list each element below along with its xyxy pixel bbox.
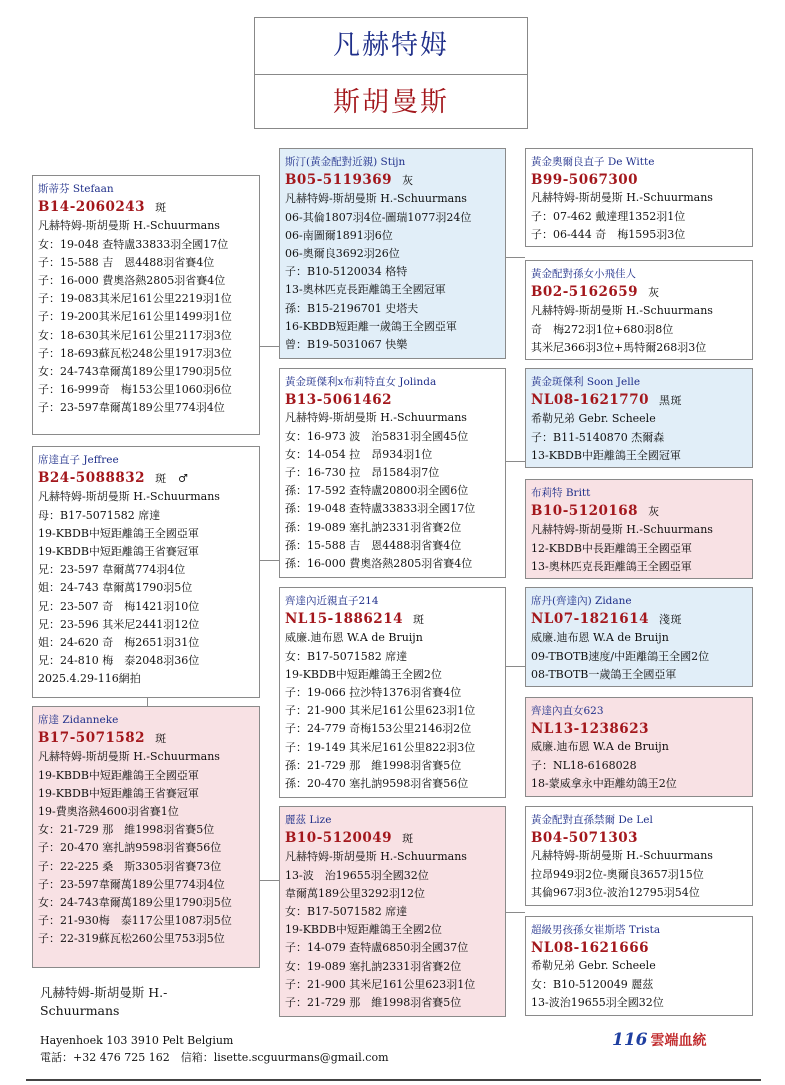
ring-number: B24-5088832 xyxy=(38,470,146,487)
pedigree-line: 孫：19-089 塞扎訥2331羽省賽2位 xyxy=(285,520,462,534)
pedigree-line: 子：23-597韋爾萬189公里774羽4位 xyxy=(38,401,225,415)
ring-number-row xyxy=(531,939,747,957)
ring-number: NL08-1621666 xyxy=(531,940,649,957)
pedigree-line: 兄：23-507 奇 梅1421羽10位 xyxy=(38,599,200,613)
pedigree-line: 19-KBDB中短距離鴿王省賽冠軍 xyxy=(38,786,199,800)
pedigree-line: 08-TBOTB一歲鴿王全國亞軍 xyxy=(531,667,677,681)
connector xyxy=(505,666,525,667)
plumage-color: 灰 xyxy=(648,505,660,519)
bottom-divider xyxy=(26,1079,761,1081)
title-line-2: 斯胡曼斯 xyxy=(333,87,449,118)
pedigree-line: 孫：B15-2196701 史塔夫 xyxy=(285,301,419,315)
ring-number-row xyxy=(531,502,747,521)
ring-number: NL15-1886214 xyxy=(285,611,403,628)
pedigree-card-sibling-sire-sire xyxy=(525,587,753,687)
pedigree-line: 孫：19-048 查特盧33833羽全國17位 xyxy=(285,502,476,516)
pedigree-line: 姐：24-620 奇 梅2651羽31位 xyxy=(38,636,200,650)
pedigree-line: 孫：16-000 費奧洛熱2805羽省賽4位 xyxy=(285,557,473,571)
pedigree-line: 13-KBDB中距離鴿王全國冠軍 xyxy=(531,448,681,462)
pedigree-line: 其米尼366羽3位+馬特爾268羽3位 xyxy=(531,340,707,354)
pedigree-line: 子：18-693蘇瓦松248公里1917羽3位 xyxy=(38,346,232,360)
pedigree-line: 子：15-588 吉 恩4488羽省賽4位 xyxy=(38,255,215,269)
pedigree-line: 09-TBOTB速度/中距離鴿王全國2位 xyxy=(531,649,710,663)
pedigree-line: 19-KBDB中短距離鴿王省賽冠軍 xyxy=(38,545,199,559)
pedigree-card-sire xyxy=(279,148,506,359)
pedigree-line: 子：14-079 查特盧6850羽全國37位 xyxy=(285,941,469,955)
pedigree-line: 子：23-597韋爾萬189公里774羽4位 xyxy=(38,877,225,891)
pedigree-line: 13-奧林匹克長距離鴿王全國亞軍 xyxy=(531,559,692,573)
pedigree-line: 曾：B19-5031067 快樂 xyxy=(285,338,408,352)
ring-number: NL08-1621770 xyxy=(531,392,649,409)
pedigree-line: 韋爾萬189公里3292羽12位 xyxy=(285,886,425,900)
pedigree-line: 兄：23-597 韋爾萬774羽4位 xyxy=(38,563,186,577)
title-line-1: 凡赫特姆 xyxy=(255,18,527,75)
pedigree-line: 拉昂949羽2位-奧爾良3657羽15位 xyxy=(531,867,704,881)
pigeon-name: 黃金配對直孫禁爾 De Lel xyxy=(531,814,653,826)
ring-number: NL07-1821614 xyxy=(531,611,649,628)
pedigree-line: 凡赫特姆-斯胡曼斯 H.-Schuurmans xyxy=(531,191,713,205)
plumage-color: 斑 xyxy=(402,832,414,846)
pedigree-line: 子：19-066 拉沙特1376羽省賽4位 xyxy=(285,686,462,700)
connector xyxy=(505,257,525,258)
pedigree-card-sire-dam xyxy=(525,260,753,360)
pedigree-line: 女：24-743韋爾萬189公里1790羽5位 xyxy=(38,896,232,910)
plumage-color: 淺斑 xyxy=(658,613,682,627)
owner-name xyxy=(40,984,240,1020)
pigeon-name: 黃金斑傑利x布莉特直女 Jolinda xyxy=(285,376,437,388)
pedigree-line: 凡赫特姆-斯胡曼斯 H.-Schuurmans xyxy=(285,192,467,206)
pedigree-line: 子：06-444 奇 梅1595羽3位 xyxy=(531,227,686,241)
pedigree-card-sibling-dam xyxy=(279,806,506,1017)
ring-number-row xyxy=(531,610,747,629)
pedigree-line: 06-南圖爾1891羽6位 xyxy=(285,228,393,242)
pedigree-line: 凡赫特姆-斯胡曼斯 H.-Schuurmans xyxy=(285,411,467,425)
connector xyxy=(147,697,148,706)
pedigree-card-dam-dam xyxy=(525,479,753,579)
ring-number: B05-5119369 xyxy=(285,172,393,189)
pigeon-name: 斯汀(黃金配對近親) Stijn xyxy=(285,156,406,168)
pedigree-line: 兄：24-810 梅 泰2048羽36位 xyxy=(38,654,200,668)
pedigree-line: 2025.4.29-116網拍 xyxy=(38,672,141,686)
ring-number: B02-5162659 xyxy=(531,284,639,301)
pigeon-name: 席丹(齊達內) Zidane xyxy=(531,595,632,607)
plumage-color: 斑 xyxy=(155,732,167,746)
connector xyxy=(259,346,280,347)
ring-number-row xyxy=(285,171,500,190)
pedigree-line: 凡赫特姆-斯胡曼斯 H.-Schuurmans xyxy=(38,490,220,504)
pedigree-line: 凡赫特姆-斯胡曼斯 H.-Schuurmans xyxy=(531,523,713,537)
pedigree-card-sire-sire xyxy=(525,148,753,247)
plumage-color: 斑 ♂ xyxy=(155,472,189,486)
pedigree-line: 子：16-000 費奧洛熱2805羽省賽4位 xyxy=(38,274,226,288)
pigeon-name: 席達 Zidanneke xyxy=(38,714,119,726)
pedigree-line: 18-蒙威拿永中距離幼鴿王2位 xyxy=(531,776,677,790)
pedigree-line: 06-奧爾良3692羽26位 xyxy=(285,247,400,261)
pedigree-line: 子：NL18-6168028 xyxy=(531,758,637,772)
pedigree-line: 13-波治19655羽全國32位 xyxy=(531,995,664,1009)
ring-number-row xyxy=(285,610,500,629)
owner-name-line-1: 凡赫特姆-斯胡曼斯 H.- xyxy=(40,985,168,1000)
logo-number: 116 xyxy=(612,1030,648,1050)
pedigree-line: 女：24-743韋爾萬189公里1790羽5位 xyxy=(38,365,232,379)
pedigree-line: 女：B17-5071582 席達 xyxy=(285,905,408,919)
pedigree-line: 子：21-900 其米尼161公里623羽1位 xyxy=(285,977,476,991)
pedigree-line: 希勒兄弟 Gebr. Scheele xyxy=(531,412,656,426)
plumage-color: 斑 xyxy=(412,613,425,627)
logo-text: 雲端血統 xyxy=(650,1033,707,1049)
pedigree-line: 女：B10-5120049 麗茲 xyxy=(531,977,654,991)
pedigree-line: 希勒兄弟 Gebr. Scheele xyxy=(531,959,656,973)
ring-number: B99-5067300 xyxy=(531,172,639,189)
pedigree-line: 子：16-730 拉 昂1584羽7位 xyxy=(285,466,440,480)
pedigree-card-subject xyxy=(32,175,260,435)
ring-number: B17-5071582 xyxy=(38,730,146,747)
pedigree-line: 姐：24-743 韋爾萬1790羽5位 xyxy=(38,581,193,595)
ring-number-row xyxy=(38,729,254,748)
pedigree-line: 子：21-729 那 維1998羽省賽5位 xyxy=(285,996,462,1010)
pedigree-line: 兄：23-596 其米尼2441羽12位 xyxy=(38,617,200,631)
pedigree-line: 12-KBDB中長距離鴿王全國亞軍 xyxy=(531,541,692,555)
pedigree-line: 其倫967羽3位-波治12795羽54位 xyxy=(531,885,700,899)
pigeon-name: 齊達內直女623 xyxy=(531,705,604,717)
pedigree-line: 女：14-054 拉 昂934羽1位 xyxy=(285,447,433,461)
pedigree-card-sibling-sire-dam xyxy=(525,697,753,797)
pedigree-card-sibling-dam-dam xyxy=(525,916,753,1016)
connector xyxy=(259,880,280,881)
pedigree-line: 子：16-999奇 梅153公里1060羽6位 xyxy=(38,383,232,397)
plumage-color: 灰 xyxy=(402,174,414,188)
ring-number: B10-5120049 xyxy=(285,830,393,847)
pedigree-line: 凡赫特姆-斯胡曼斯 H.-Schuurmans xyxy=(531,849,713,863)
ring-number-row xyxy=(531,829,747,847)
pedigree-line: 威廉.迪布恩 W.A de Bruijn xyxy=(531,740,669,754)
pedigree-line: 19-KBDB中短距離鴿王全國亞軍 xyxy=(38,768,199,782)
pedigree-line: 子：19-200其米尼161公里1499羽1位 xyxy=(38,310,232,324)
pedigree-line: 子：21-930梅 泰117公里1087羽5位 xyxy=(38,914,232,928)
pedigree-line: 子：19-149 其米尼161公里822羽3位 xyxy=(285,740,476,754)
pedigree-card-sibling-dam-sire xyxy=(525,806,753,906)
pedigree-line: 威廉.迪布恩 W.A de Bruijn xyxy=(285,631,423,645)
pedigree-line: 女：18-630其米尼161公里2117羽3位 xyxy=(38,328,232,342)
pedigree-line: 19-KBDB中短距離鴿王全國2位 xyxy=(285,923,442,937)
pedigree-line: 女：19-048 查特盧33833羽全國17位 xyxy=(38,237,229,251)
pedigree-line: 子：B11-5140870 杰爾森 xyxy=(531,430,665,444)
pedigree-line: 子：19-083其米尼161公里2219羽1位 xyxy=(38,292,232,306)
brand-logo xyxy=(612,1030,707,1050)
pedigree-line: 女：B17-5071582 席達 xyxy=(285,649,408,663)
ring-number: B14-2060243 xyxy=(38,199,146,216)
pigeon-name: 布莉特 Britt xyxy=(531,487,591,499)
pedigree-line: 19-費奧洛熱4600羽省賽1位 xyxy=(38,805,179,819)
pedigree-line: 19-KBDB中短距離鴿王全國2位 xyxy=(285,667,442,681)
ring-number: B04-5071303 xyxy=(531,830,639,847)
pedigree-line: 19-KBDB中短距離鴿王全國亞軍 xyxy=(38,526,199,540)
pedigree-line: 13-奧林匹克長距離鴿王全國冠軍 xyxy=(285,283,446,297)
plumage-color: 斑 xyxy=(155,201,167,215)
pedigree-line: 孫：21-729 那 維1998羽省賽5位 xyxy=(285,758,462,772)
pigeon-name: 齊達內近親直子214 xyxy=(285,595,379,607)
ring-number-row xyxy=(531,720,747,738)
pedigree-line: 13-波 治19655羽全國32位 xyxy=(285,868,429,882)
pedigree-card-sibling-sire xyxy=(279,587,506,798)
pedigree-card-sibling-zidanneke xyxy=(32,706,260,968)
pedigree-line: 孫：17-592 查特盧20800羽全國6位 xyxy=(285,484,469,498)
ring-number-row xyxy=(285,391,500,409)
pedigree-card-sibling-jeffree xyxy=(32,446,260,698)
pedigree-card-dam-sire xyxy=(525,368,753,468)
connector xyxy=(505,912,525,913)
pigeon-name: 斯蒂芬 Stefaan xyxy=(38,183,114,195)
address: Hayenhoek 103 3910 Pelt Belgium xyxy=(40,1034,234,1047)
pedigree-line: 凡赫特姆-斯胡曼斯 H.-Schuurmans xyxy=(285,850,467,864)
pedigree-line: 子：22-225 桑 斯3305羽省賽73位 xyxy=(38,859,222,873)
pedigree-line: 女：16-973 波 治5831羽全國45位 xyxy=(285,429,469,443)
ring-number: NL13-1238623 xyxy=(531,721,649,738)
connector xyxy=(259,560,280,561)
plumage-color: 黑斑 xyxy=(658,394,682,408)
pigeon-name: 麗茲 Lize xyxy=(285,814,332,826)
pedigree-line: 孫：15-588 吉 恩4488羽省賽4位 xyxy=(285,538,462,552)
ring-number-row xyxy=(38,198,254,217)
pedigree-line: 女：19-089 塞扎訥2331羽省賽2位 xyxy=(285,959,462,973)
ring-number-row xyxy=(531,283,747,302)
pigeon-name: 席達直子 Jeffree xyxy=(38,454,119,466)
pedigree-line: 威廉.迪布恩 W.A de Bruijn xyxy=(531,631,669,645)
ring-number: B13-5061462 xyxy=(285,392,393,409)
pedigree-line: 子：24-779 奇梅153公里2146羽2位 xyxy=(285,722,472,736)
connector xyxy=(505,461,525,462)
pedigree-line: 06-其倫1807羽4位-圖瑞1077羽24位 xyxy=(285,210,472,224)
pigeon-name: 黃金配對孫女小飛佳人 xyxy=(531,268,636,280)
pedigree-line: 母：B17-5071582 席達 xyxy=(38,508,161,522)
contact-info: 電話：+32 476 725 162 信箱：lisette.scguurmans@gmail.com xyxy=(40,1051,389,1064)
pigeon-name: 黃金奧爾良直子 De Witte xyxy=(531,156,655,168)
pedigree-line: 子：07-462 戴達理1352羽1位 xyxy=(531,209,686,223)
contact-block xyxy=(40,1032,389,1066)
pedigree-line: 凡赫特姆-斯胡曼斯 H.-Schuurmans xyxy=(38,219,220,233)
pedigree-line: 凡赫特姆-斯胡曼斯 H.-Schuurmans xyxy=(531,304,713,318)
pedigree-line: 子：22-319蘇瓦松260公里753羽5位 xyxy=(38,932,225,946)
pedigree-line: 孫：20-470 塞扎訥9598羽省賽56位 xyxy=(285,777,469,791)
pigeon-name: 黃金斑傑利 Soon Jelle xyxy=(531,376,641,388)
pedigree-line: 子：20-470 塞扎訥9598羽省賽56位 xyxy=(38,841,222,855)
ring-number: B10-5120168 xyxy=(531,503,639,520)
ring-number-row xyxy=(531,171,747,189)
pedigree-line: 奇 梅272羽1位+680羽8位 xyxy=(531,322,674,336)
ring-number-row xyxy=(531,391,747,410)
pedigree-line: 子：21-900 其米尼161公里623羽1位 xyxy=(285,704,476,718)
plumage-color: 灰 xyxy=(648,286,660,300)
title-box xyxy=(254,17,528,129)
ring-number-row xyxy=(38,469,254,488)
pigeon-name: 超級男孩孫女崔斯塔 Trista xyxy=(531,924,661,936)
pedigree-line: 凡赫特姆-斯胡曼斯 H.-Schuurmans xyxy=(38,750,220,764)
pedigree-line: 16-KBDB短距離一歲鴿王全國亞軍 xyxy=(285,319,457,333)
owner-name-line-2: Schuurmans xyxy=(40,1003,120,1018)
pedigree-card-dam xyxy=(279,368,506,578)
ring-number-row xyxy=(285,829,500,848)
pedigree-line: 子：B10-5120034 格特 xyxy=(285,265,408,279)
pedigree-line: 女：21-729 那 維1998羽省賽5位 xyxy=(38,823,215,837)
